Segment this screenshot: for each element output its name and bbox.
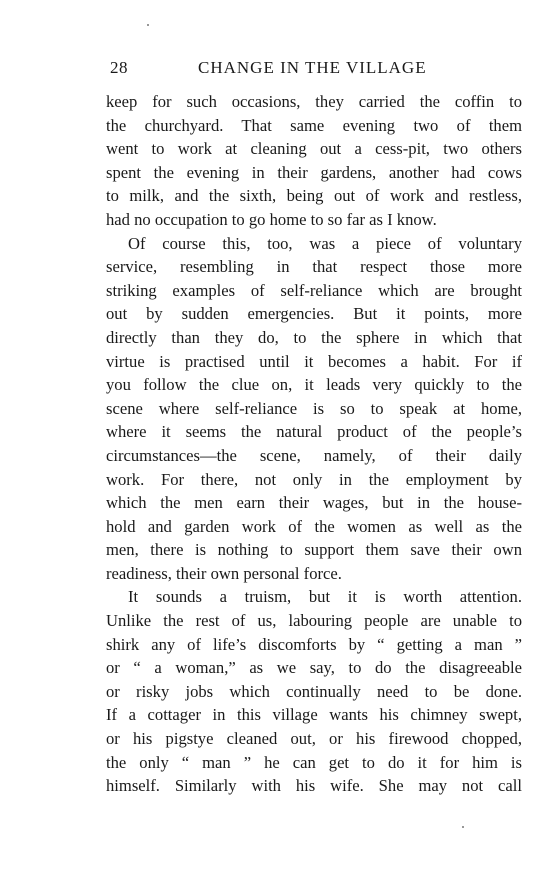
text-line: striking examples of self-reliance which are brought — [106, 280, 522, 300]
text-line: or his pigstye cleaned out, or his firewood chopped, — [106, 729, 522, 749]
ink-speck — [147, 24, 149, 26]
text-line: virtue is practised until it becomes a habit. For if — [106, 351, 522, 371]
text-line: service, resembling in that respect those more — [106, 257, 522, 277]
text-line: work. For there, not only in the employment by — [106, 469, 522, 489]
text-line: men, there is nothing to support them save their own — [106, 540, 522, 560]
text-line: had no occupation to go home to so far as I know. — [106, 209, 437, 229]
text-line: Unlike the rest of us, labouring people are unable to — [106, 611, 522, 631]
body-text — [106, 90, 522, 798]
running-head — [110, 58, 522, 80]
text-line: circumstances—the scene, namely, of their daily — [106, 445, 522, 465]
text-line: the only “ man ” he can get to do it for him is — [106, 752, 522, 772]
text-line: scene where self-reliance is so to speak at home, — [106, 398, 522, 418]
text-line: readiness, their own personal force. — [106, 563, 342, 583]
text-line: where it seems the natural product of the people’s — [106, 422, 522, 442]
text-line: which the men earn their wages, but in the house- — [106, 493, 522, 513]
text-line: Of course this, too, was a piece of voluntary — [128, 233, 522, 253]
text-line: out by sudden emergencies. But it points, more — [106, 304, 522, 324]
text-line: spent the evening in their gardens, another had cows — [106, 162, 522, 182]
text-line: the churchyard. That same evening two of them — [106, 115, 522, 135]
running-title: CHANGE IN THE VILLAGE — [198, 58, 427, 77]
text-line: went to work at cleaning out a cess-pit, two others — [106, 139, 522, 159]
text-line: himself. Similarly with his wife. She may not call — [106, 776, 522, 796]
text-line: If a cottager in this village wants his chimney swept, — [106, 705, 522, 725]
ink-speck — [462, 826, 464, 828]
text-line: you follow the clue on, it leads very quickly to the — [106, 375, 522, 395]
text-line: or risky jobs which continually need to be done. — [106, 681, 522, 701]
page-number: 28 — [110, 58, 128, 77]
text-line: directly than they do, to the sphere in which that — [106, 327, 522, 347]
text-line: It sounds a truism, but it is worth attention. — [128, 587, 522, 607]
text-line: hold and garden work of the women as well as the — [106, 516, 522, 536]
text-line: to milk, and the sixth, being out of work and restless, — [106, 186, 522, 206]
text-line: keep for such occasions, they carried the coffin to — [106, 92, 522, 111]
text-line: or “ a woman,” as we say, to do the disagreeable — [106, 658, 522, 678]
text-line: shirk any of life’s discomforts by “ getting a man ” — [106, 634, 522, 654]
